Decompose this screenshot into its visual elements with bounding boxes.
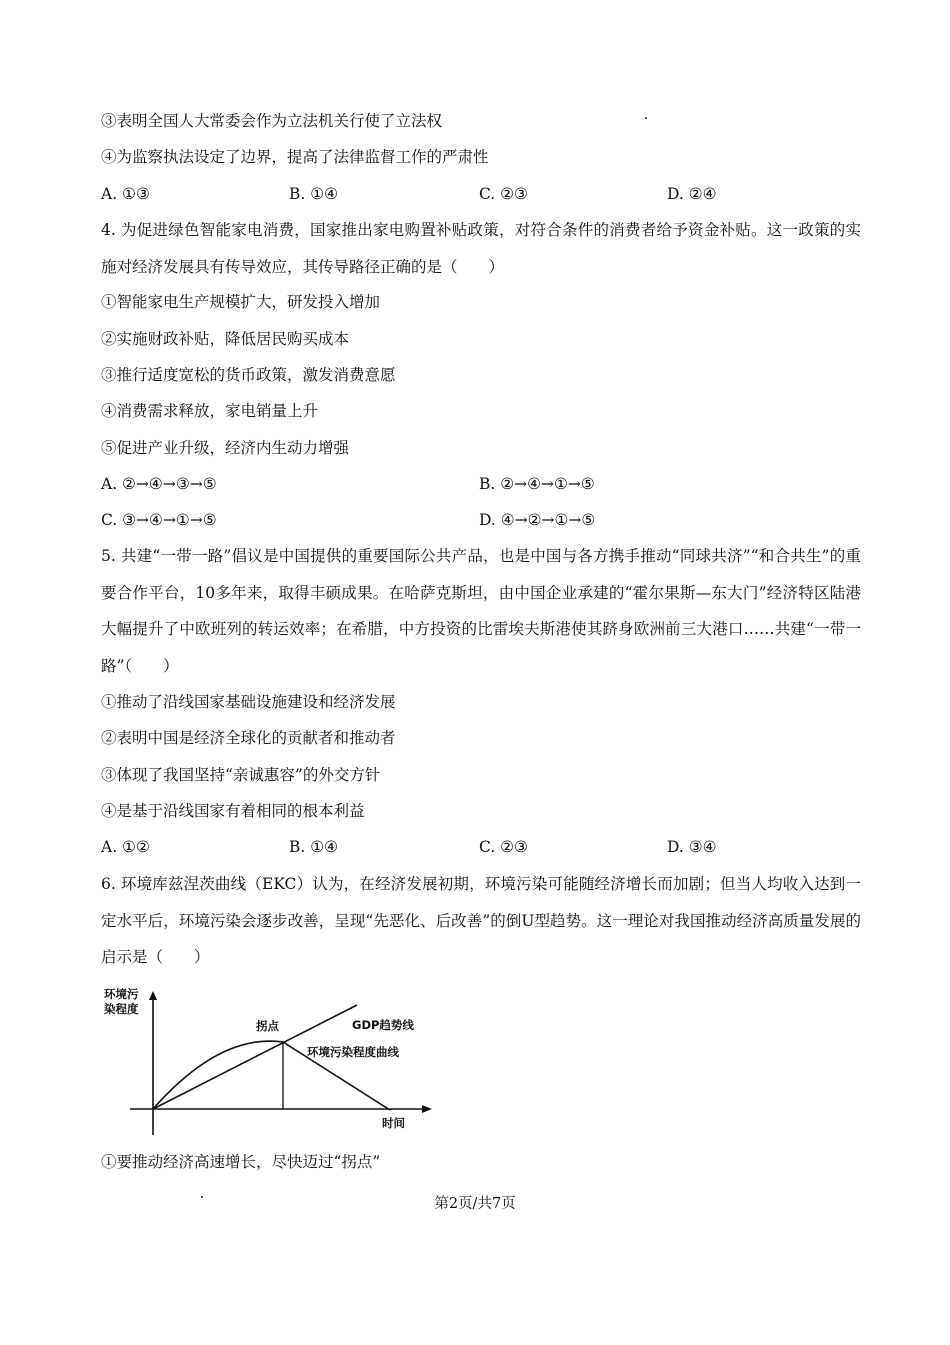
q3-option-d: D. ②④ <box>667 185 717 203</box>
ekc-figure <box>100 983 445 1138</box>
q4-option-b: B. ②→④→①→⑤ <box>479 475 595 493</box>
q4-item-4: ④消费需求释放，家电销量上升 <box>101 402 319 420</box>
q5-item-1: ①推动了沿线国家基础设施建设和经济发展 <box>101 693 396 711</box>
q4-option-c: C. ③→④→①→⑤ <box>101 511 217 529</box>
q3-option-b: B. ①④ <box>289 185 339 203</box>
turning-point-label: 拐点 <box>256 1019 279 1033</box>
q4-option-a: A. ②→④→③→⑤ <box>101 475 217 493</box>
q3-option-c: C. ②③ <box>479 185 528 203</box>
y-axis-arrow <box>149 991 157 1000</box>
q3-item-3: ③表明全国人大常委会作为立法机关行使了立法权 <box>101 112 443 130</box>
q4-item-1: ①智能家电生产规模扩大，研发投入增加 <box>101 293 381 311</box>
q5-option-a: A. ①② <box>101 838 150 856</box>
figure-ylabel-line2: 染程度 <box>104 1002 139 1016</box>
q5-option-b: B. ①④ <box>289 838 339 856</box>
q4-item-2: ②实施财政补贴，降低居民购买成本 <box>101 330 350 348</box>
q3-option-a: A. ①③ <box>101 185 150 203</box>
q5-option-c: C. ②③ <box>479 838 528 856</box>
q5-item-2: ②表明中国是经济全球化的贡献者和推动者 <box>101 729 396 747</box>
q5-item-3: ③体现了我国坚持“亲诚惠容”的外交方针 <box>101 766 381 784</box>
q4-item-3: ③推行适度宽松的货币政策，激发消费意愿 <box>101 366 396 384</box>
pollution-curve-label: 环境污染程度曲线 <box>307 1045 399 1059</box>
q3-item-4: ④为监察执法设定了边界，提高了法律监督工作的严肃性 <box>101 148 489 166</box>
x-axis-arrow <box>422 1105 432 1113</box>
q4-item-5: ⑤促进产业升级，经济内生动力增强 <box>101 439 350 457</box>
x-axis-label: 时间 <box>382 1116 405 1130</box>
gdp-trend-label: GDP趋势线 <box>352 1018 414 1032</box>
q5-stem: 5. 共建“一带一路”倡议是中国提供的重要国际公共产品，也是中国与各方携手推动“同球共济”“和合共生”的重要合作平台，10多年来，取得丰硕成果。在哈萨克斯坦，由中国企业承建的“霍尔果斯—东大门”经济特区陆港大幅提升了中欧班列的转运效率；在希腊，中方投资的比雷埃夫斯港使其跻身欧洲前三大港口……共建“一带一路”（ ） <box>101 547 861 675</box>
q4-option-d: D. ④→②→①→⑤ <box>479 511 596 529</box>
page-footer: 第2页/共7页 <box>434 1196 516 1212</box>
q6-stem: 6. 环境库兹涅茨曲线（EKC）认为，在经济发展初期，环境污染可能随经济增长而加剧；但当人均收入达到一定水平后，环境污染会逐步改善，呈现“先恶化、后改善”的倒U型趋势。这一理论对我国推动经济高质量发展的启示是（ ） <box>101 875 861 966</box>
q5-item-4: ④是基于沿线国家有着相同的根本利益 <box>101 802 365 820</box>
q4-stem: 4. 为促进绿色智能家电消费，国家推出家电购置补贴政策，对符合条件的消费者给予资金补贴。这一政策的实施对经济发展具有传导效应，其传导路径正确的是（ ） <box>101 221 861 276</box>
q5-option-d: D. ③④ <box>667 838 717 856</box>
figure-ylabel-line1: 环境污 <box>104 987 139 1001</box>
scan-speck <box>645 117 647 119</box>
q6-item-1: ①要推动经济高速增长，尽快迈过“拐点” <box>101 1153 381 1171</box>
